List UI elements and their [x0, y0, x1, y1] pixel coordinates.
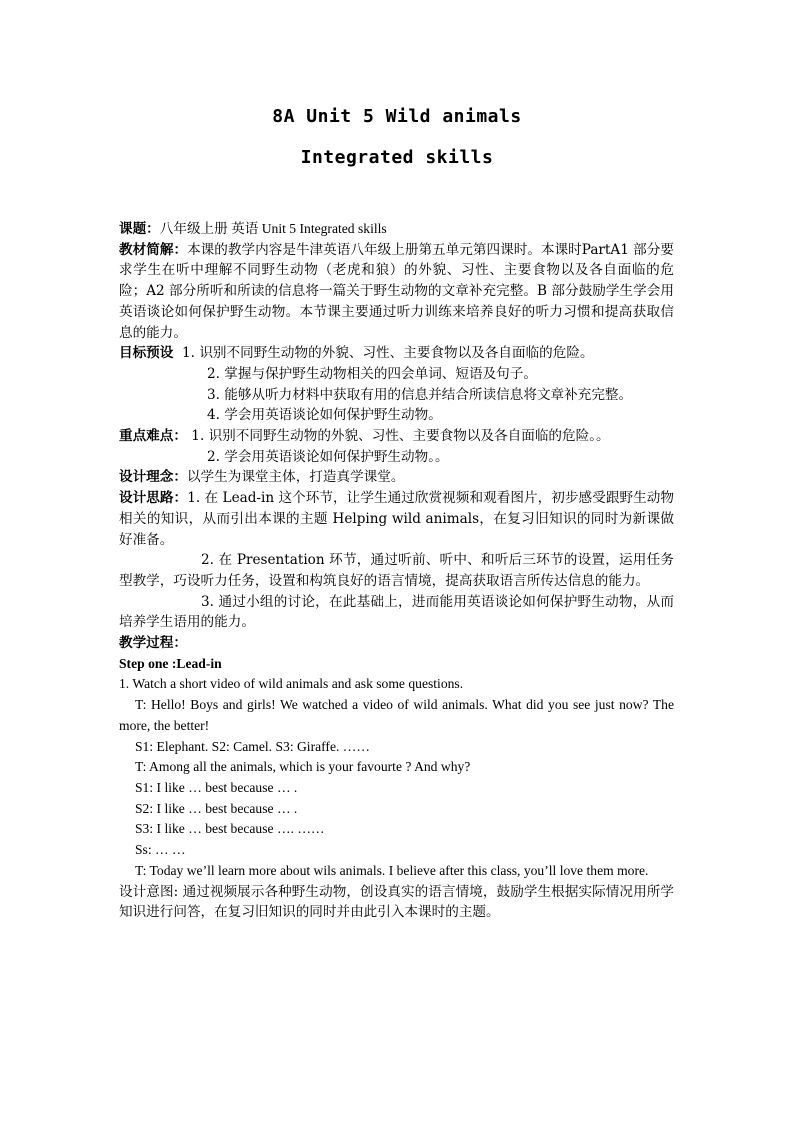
mubiao-item-2: 2. 掌握与保护野生动物相关的四会单词、短语及句子。: [207, 365, 537, 382]
keti-paragraph: [119, 219, 674, 240]
dialogue-line: T: Hello! Boys and girls! We watched a video of wild animals. What did you see just now? The more, the better!: [119, 697, 674, 733]
document-subtitle: Integrated skills: [300, 147, 494, 168]
step-one-heading: Step one :Lead-in: [119, 655, 222, 671]
mubiao-item-4: 4. 学会用英语谈论如何保护野生动物。: [207, 407, 442, 424]
step-one-task: 1. Watch a short video of wild animals and ask some questions.: [119, 676, 464, 692]
dialogue-line: S2: I like … best because … .: [135, 800, 298, 816]
silu-item-3: 3. 通过小组的讨论，在此基础上，进而能用英语谈论如何保护野生动物，从而培养学生语用的能力。: [119, 593, 674, 631]
jiaocai-paragraph: [119, 240, 674, 344]
dialogue-line: T: Today we’ll learn more about wils animals. I believe after this class, you’ll love them more.: [135, 862, 649, 878]
design-intent-text: 通过视频展示各种野生动物，创设真实的语言情境，鼓励学生根据实际情况用所学知识进行问答，在复习旧知识的同时并由此引入本课时的主题。: [119, 883, 674, 921]
mubiao-item-3: 3. 能够从听力材料中获取有用的信息并结合所读信息将文章补充完整。: [207, 386, 633, 403]
silu-label: 设计思路：: [119, 490, 188, 507]
mubiao-item-1: 目标预设 1. 识别不同野生动物的外貌、习性、主要食物以及各自面临的危险。: [119, 345, 594, 362]
document-title: 8A Unit 5 Wild animals: [272, 106, 522, 127]
linian-paragraph: [119, 467, 674, 488]
design-intent-label: 设计意图:: [119, 883, 179, 900]
mubiao-label: 目标预设: [119, 345, 174, 362]
silu-item-1: 设计思路：1. 在 Lead-in 这个环节，让学生通过欣赏视频和观看图片，初步感受跟野生动物相关的知识，从而引出本课的主题 Helping wild animals，在复习旧知识的同时为新课做好准备。: [119, 490, 674, 548]
keti-text: 八年级上册 英语 Unit 5 Integrated skills: [159, 221, 387, 236]
silu-item-2: 2. 在 Presentation 环节，通过听前、听中、和听后三环节的设置，运用任务型教学，巧设听力任务，设置和构筑良好的语言情境，提高获取语言所传达信息的能力。: [119, 552, 674, 589]
keti-label: 课题：: [119, 221, 160, 237]
zhongdian-item-2: 2. 学会用英语谈论如何保护野生动物。。: [207, 448, 449, 465]
dialogue-line: T: Among all the animals, which is your favourte ? And why?: [135, 759, 471, 775]
linian-label: 设计理念：: [119, 469, 187, 486]
design-intent-paragraph: [119, 882, 674, 923]
zhongdian-item-1: 重点难点： 1. 识别不同野生动物的外貌、习性、主要食物以及各自面临的危险。。: [119, 428, 610, 445]
jiaocai-text: 本课的教学内容是牛津英语八年级上册第五单元第四课时。本课时PartA1 部分要求学生在听中理解不同野生动物（老虎和狼）的外貌、习性、主要食物以及各自面临的危险；A2 部分所听和所读的信息将一篇关于野生动物的文章补充完整。B 部分鼓励学生学会用英语谈论如何保护野生动物。本节课主要通过听力训练来培养良好的听力习惯和提高获取信息的能力。: [119, 241, 675, 341]
jiaocai-label: 教材简解：: [119, 241, 188, 258]
dialogue-line: S1: I like … best because … .: [135, 779, 298, 795]
dialogue-line: S1: Elephant. S2: Camel. S3: Giraffe. ……: [135, 738, 370, 754]
guocheng-label: 教学过程：: [119, 635, 187, 652]
linian-text: 以学生为课堂主体，打造真学课堂。: [186, 469, 405, 486]
dialogue-line: Ss: … …: [135, 842, 186, 858]
zhongdian-label: 重点难点：: [119, 428, 187, 445]
dialogue-line: S3: I like … best because …. ……: [135, 821, 325, 837]
document-body: [119, 219, 674, 923]
